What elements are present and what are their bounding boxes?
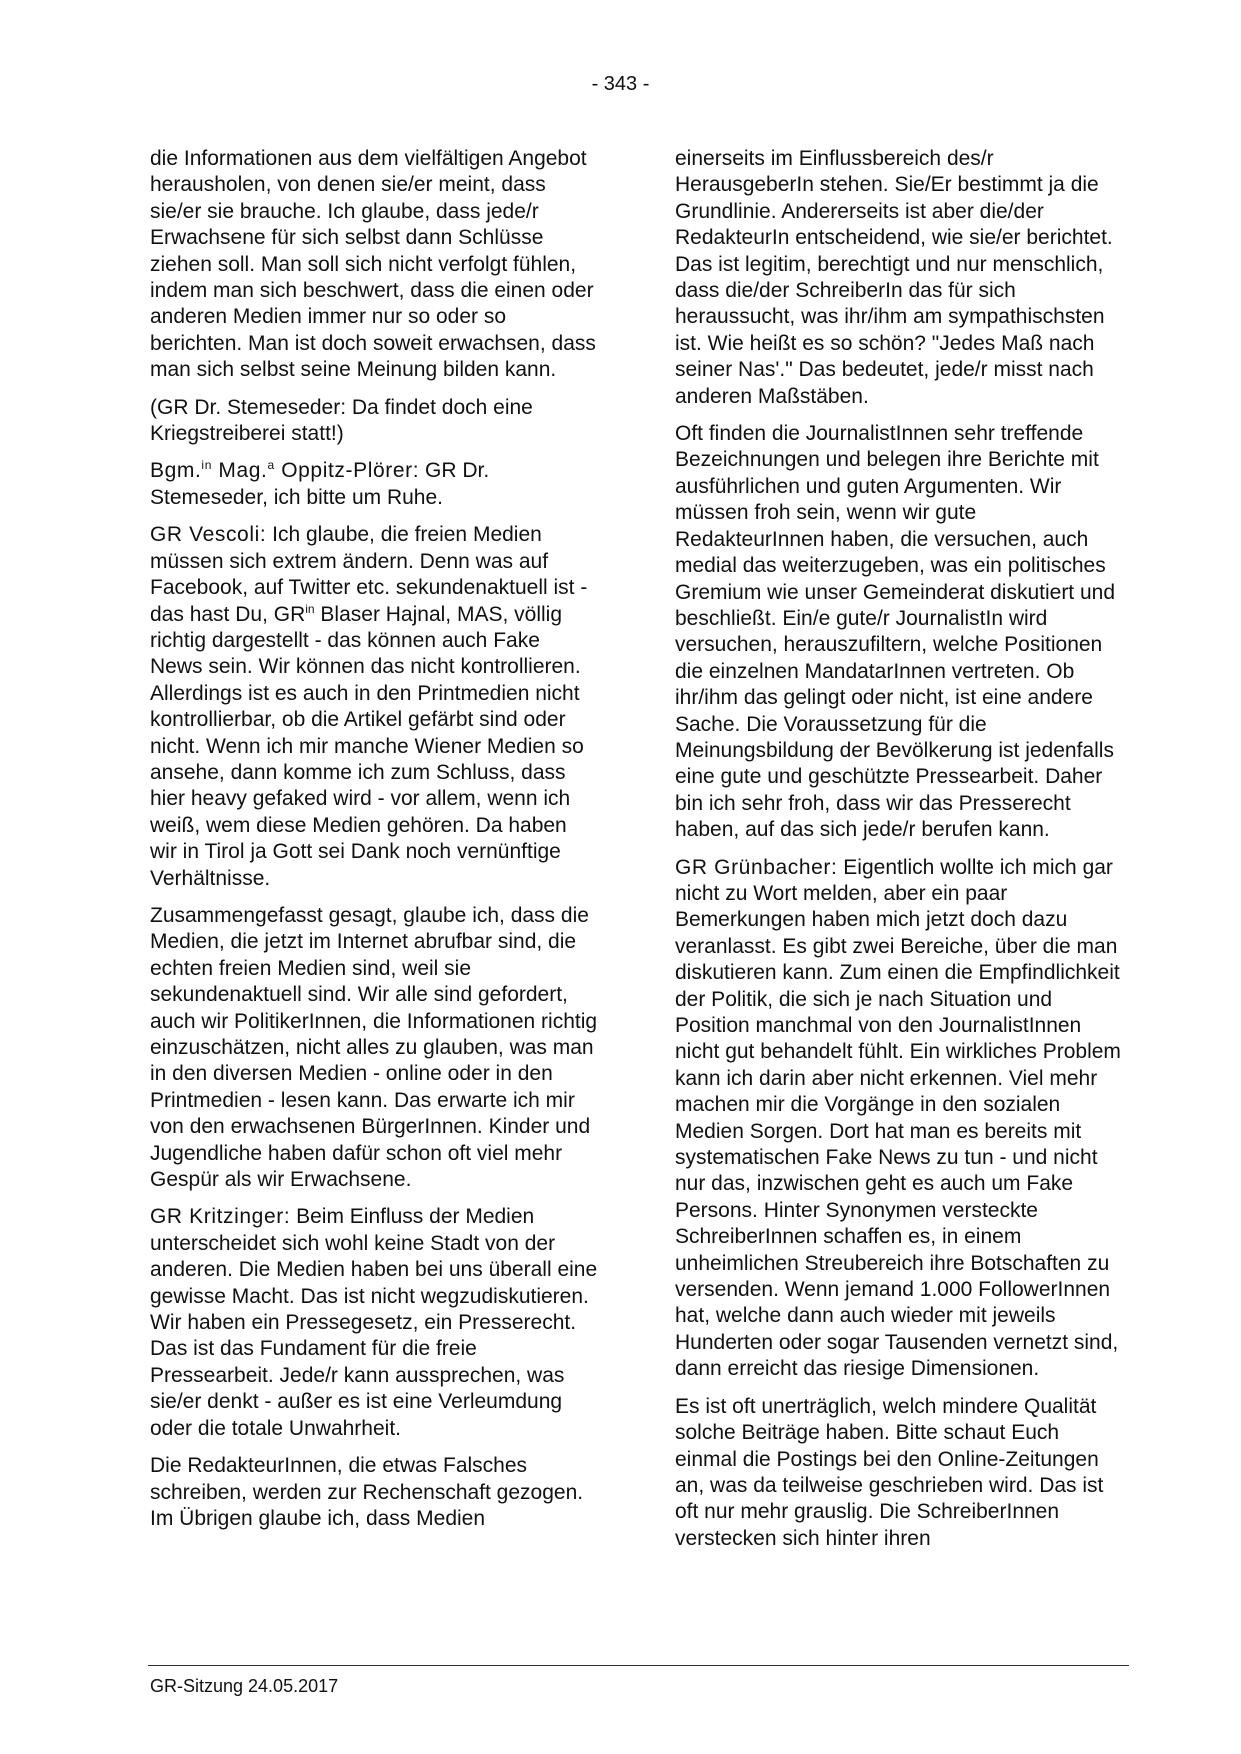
speech-text: Blaser Hajnal, MAS, völlig richtig dargestellt - das können auch Fake News sein. Wir können das nicht kontrollieren. Allerdings ist es auch in den Printmedien nicht kontrollierbar, ob die Artikel gefärbt sind oder nicht. Wenn ich mir manche Wiener Medien so ansehe, dann komme ich zum Schluss, dass hier heavy gefaked wird - vor allem, wenn ich weiß, wem diese Medien gehören. Da haben wir in Tirol ja Gott sei Dank noch vernünftige Verhältnisse. bbox=[150, 602, 584, 890]
superscript: a bbox=[267, 458, 275, 473]
left-column bbox=[150, 146, 598, 1543]
footer-divider bbox=[148, 1665, 1129, 1666]
speech-text: GR Dr. Stemeseder, ich bitte um Ruhe. bbox=[150, 459, 490, 509]
paragraph: Oft finden die JournalistInnen sehr treffende Bezeichnungen und belegen ihre Berichte mit ausführlichen und guten Argumenten. Wir müssen froh sein, wenn wir gute RedakteurInnen haben, die versuchen, auch medial das weiterzugeben, was ein politisches Gremium wie unser Gemeinderat diskutiert und beschließt. Ein/e gute/r JournalistIn wird versuchen, herauszufiltern, welche Positionen die einzelnen MandatarInnen vertreten. Ob ihr/ihm das gelingt oder nicht, ist eine andere Sache. Die Voraussetzung für die Meinungsbildung der Bevölkerung ist jedenfalls eine gute und geschützte Pressearbeit. Daher bin ich sehr froh, dass wir das Presserecht haben, auf das sich jede/r berufen kann. bbox=[675, 422, 1116, 842]
paragraph: die Informationen aus dem vielfältigen Angebot herausholen, von denen sie/er meint, dass sie/er sie brauche. Ich glaube, dass jede/r Erwachsene für sich selbst dann Schlüsse ziehen soll. Man soll sich nicht verfolgt fühlen, indem man sich beschwert, dass die einen oder anderen Medien immer nur so oder so berichten. Man ist doch soweit erwachsen, dass man sich selbst seine Meinung bilden kann. bbox=[150, 147, 596, 382]
paragraph bbox=[675, 855, 1123, 1383]
speaker-name bbox=[150, 459, 419, 482]
page-number: - 343 - bbox=[591, 73, 650, 95]
speech-text: Ich glaube, die freien Medien müssen sich extrem ändern. Denn was auf Facebook, auf Twitter etc. sekundenaktuell ist - das hast Du, GR bbox=[150, 523, 588, 626]
right-column bbox=[675, 146, 1123, 1563]
paragraph: Die RedakteurInnen, die etwas Falsches schreiben, werden zur Rechenschaft gezogen. Im Übrigen glaube ich, dass Medien bbox=[150, 1454, 584, 1530]
footer-session-date: GR-Sitzung 24.05.2017 bbox=[150, 1676, 339, 1696]
speaker-name: GR Vescoli: bbox=[150, 523, 267, 547]
speech-text: Beim Einfluss der Medien unterscheidet sich wohl keine Stadt von der anderen. Die Medien haben bei uns überall eine gewisse Macht. Das ist nicht wegzudiskutieren. Wir haben ein Pressegesetz, ein Presserecht. Das ist das Fundament für die freie Pressearbeit. Jede/r kann aussprechen, was sie/er denkt - außer es ist eine Verleumdung oder die totale Unwahrheit. bbox=[150, 1205, 598, 1440]
superscript: in bbox=[201, 458, 212, 473]
paragraph: einerseits im Einflussbereich des/r HerausgeberIn stehen. Sie/Er bestimmt ja die Grundlinie. Andererseits ist aber die/der RedakteurIn entscheidend, wie sie/er berichtet. Das ist legitim, berechtigt und nur menschlich, dass die/der SchreiberIn das für sich heraussucht, was ihr/ihm am sympathischsten ist. Wie heißt es so schön? "Jedes Maß nach seiner Nas'." Das bedeutet, jede/r misst nach anderen Maßstäben. bbox=[675, 147, 1113, 408]
speaker-degree: Mag. bbox=[211, 459, 268, 483]
speech-text: Eigentlich wollte ich mich gar nicht zu Wort melden, aber ein paar Bemerkungen haben mich jetzt doch dazu veranlasst. Es gibt zwei Bereiche, über die man diskutieren kann. Zum einen die Empfindlichkeit der Politik, die sich je nach Situation und Position manchmal von den JournalistInnen nicht gut behandelt fühlt. Ein wirkliches Problem kann ich darin aber nicht erkennen. Viel mehr machen mir die Vorgänge in den sozialen Medien Sorgen. Dort hat man es bereits mit systematischen Fake News zu tun - und nicht nur das, inzwischen geht es auch um Fake Persons. Hinter Synonymen versteckte SchreiberInnen schaffen es, in einem unheimlichen Streubereich ihre Botschaften zu versenden. Wenn jemand 1.000 FollowerInnen hat, welche dann auch wieder mit jeweils Hunderten oder sogar Tausenden vernetzt sind, dann erreicht das riesige Dimensionen. bbox=[675, 855, 1121, 1381]
speaker-surname: Oppitz-Plörer: bbox=[274, 459, 420, 483]
superscript: in bbox=[305, 601, 315, 616]
paragraph bbox=[150, 522, 598, 892]
speaker-name: GR Grünbacher: bbox=[675, 855, 838, 879]
interjection: (GR Dr. Stemeseder: Da findet doch eine Kriegstreiberei statt!) bbox=[150, 395, 533, 446]
paragraph bbox=[150, 458, 598, 511]
speaker-name: GR Kritzinger: bbox=[150, 1205, 291, 1229]
speaker-title: Bgm. bbox=[150, 459, 202, 483]
paragraph: Zusammengefasst gesagt, glaube ich, dass die Medien, die jetzt im Internet abrufbar sind, die echten freien Medien sind, weil sie sekundenaktuell sind. Wir alle sind gefordert, auch wir PolitikerInnen, die Informationen richtig einzuschätzen, nicht alles zu glauben, was man in den diversen Medien - online oder in den Printmedien - lesen kann. Das erwarte ich mir von den erwachsenen BürgerInnen. Kinder und Jugendliche haben dafür schon oft viel mehr Gespür als wir Erwachsene. bbox=[150, 903, 598, 1192]
paragraph: Es ist oft unerträglich, welch mindere Qualität solche Beiträge haben. Bitte schaut Euch einmal die Postings bei den Online-Zeitungen an, was da teilweise geschrieben wird. Das ist oft nur mehr grauslig. Die SchreiberInnen verstecken sich hinter ihren bbox=[675, 1394, 1104, 1550]
paragraph bbox=[150, 1204, 598, 1442]
